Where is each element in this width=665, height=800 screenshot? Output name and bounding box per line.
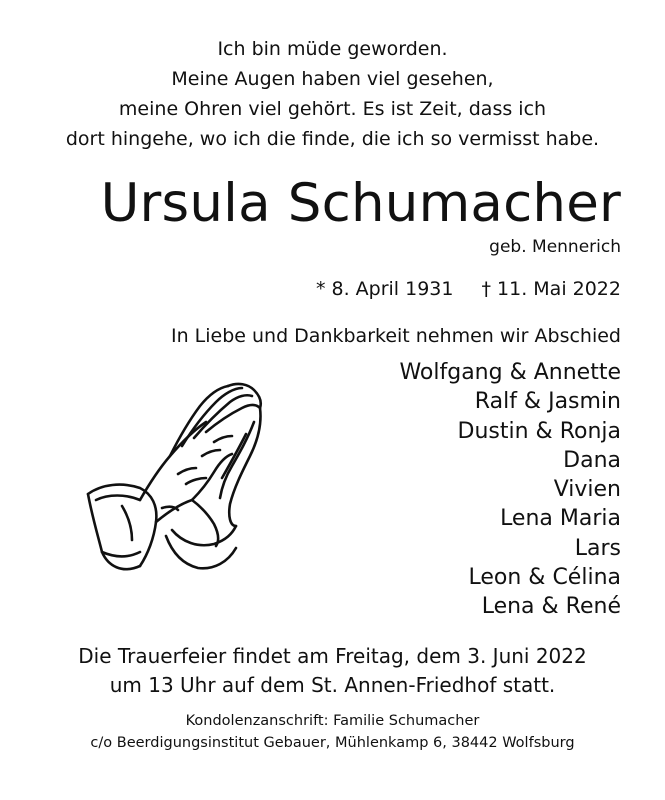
mourner-name: Wolfgang & Annette [399,360,621,385]
farewell-line: In Liebe und Dankbarkeit nehmen wir Abschied [170,325,621,347]
birth-date: * 8. April 1931 [315,278,454,300]
mourner-name: Dana [563,447,621,473]
mourner-name: Lars [574,535,621,561]
mourner-name: Ralf & Jasmin [474,389,621,415]
death-date: † 11. Mai 2022 [481,278,621,300]
mourner-name: Dustin & Ronja [457,418,621,444]
mourners-list [399,358,621,622]
deceased-name: Ursula Schumacher [100,173,621,234]
birth-name: geb. Mennerich [489,237,621,257]
contact-line: Kondolenzanschrift: Familie Schumacher [185,713,480,729]
service-announcement [0,642,665,700]
poem-line: Meine Augen haben viel gesehen, [171,68,494,90]
poem [0,34,665,154]
service-line: um 13 Uhr auf dem St. Annen-Friedhof statt. [109,673,556,697]
contact-line: c/o Beerdigungsinstitut Gebauer, Mühlenkamp 6, 38442 Wolfsburg [90,735,575,751]
praying-hands-icon [82,376,282,586]
mourner-name: Lena Maria [500,506,621,532]
mourner-name: Lena & René [481,594,621,620]
life-dates [316,276,621,302]
service-line: Die Trauerfeier findet am Freitag, dem 3. Juni 2022 [78,644,587,668]
mourner-name: Leon & Célina [468,565,621,591]
condolence-address [0,710,665,754]
poem-line: dort hingehe, wo ich die finde, die ich so vermisst habe. [65,128,600,150]
mourner-name: Vivien [553,477,621,503]
poem-line: Ich bin müde geworden. [217,38,448,60]
poem-line: meine Ohren viel gehört. Es ist Zeit, dass ich [118,98,547,120]
